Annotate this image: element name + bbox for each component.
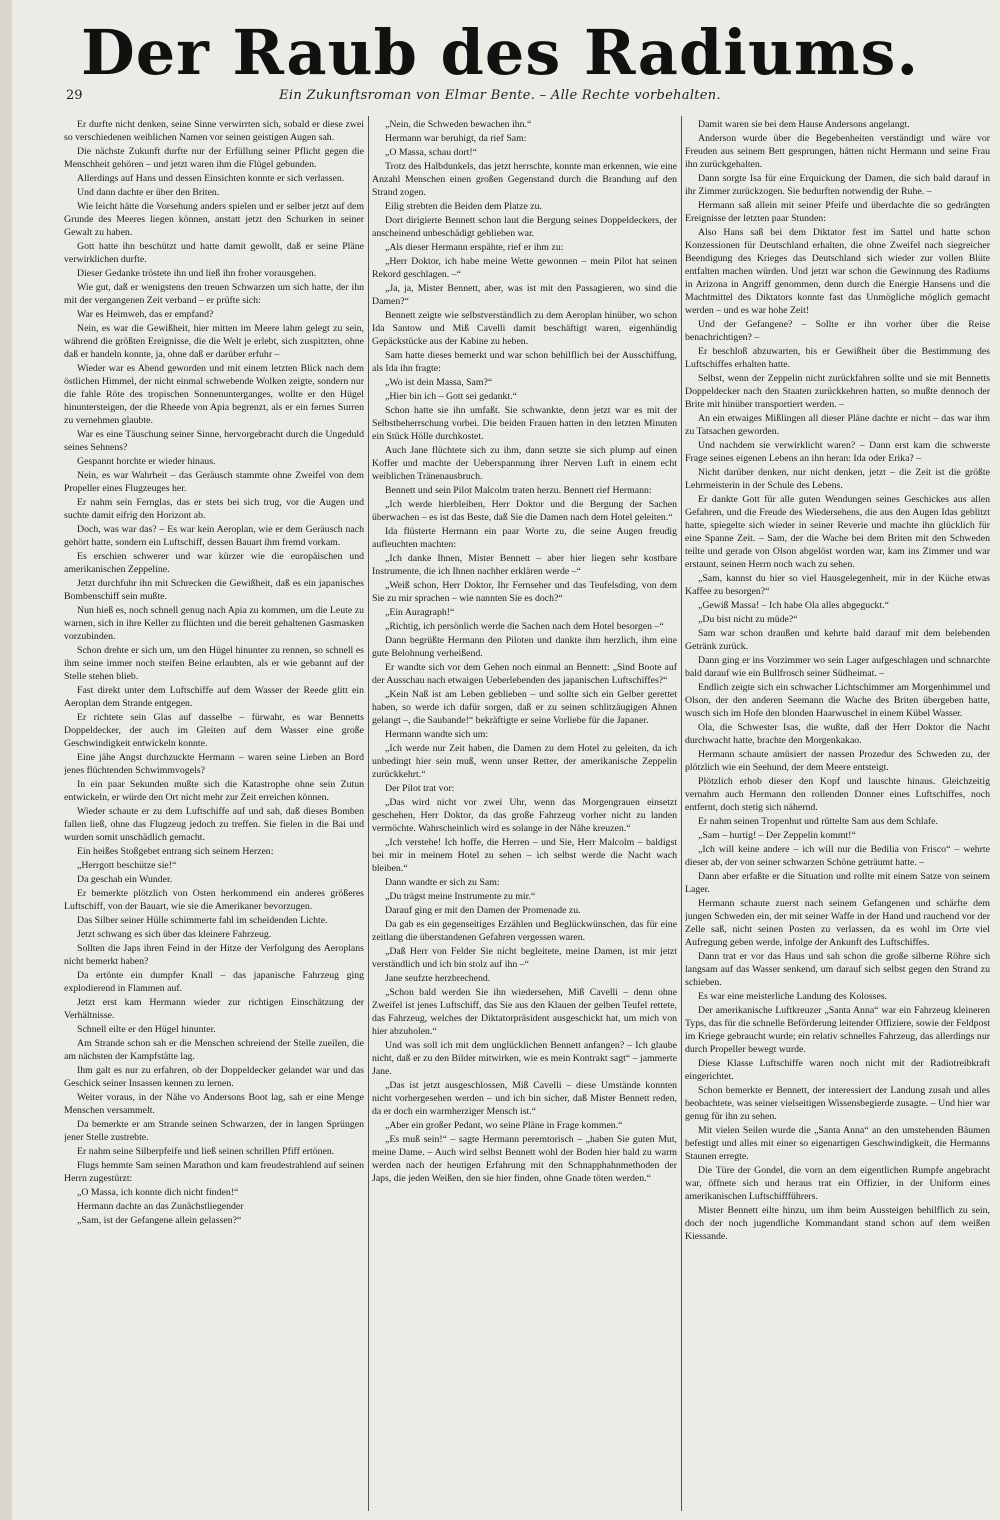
paragraph: Ein heißes Stoßgebet entrang sich seinem Herzen: bbox=[77, 846, 274, 857]
paragraph: „Ja, ja, Mister Bennett, aber, was ist mit den Passagieren, wo sind die Damen?“ bbox=[372, 283, 677, 307]
paragraph: Damit waren sie bei dem Hause Andersons angelangt. bbox=[698, 119, 910, 130]
paragraph: Dort dirigierte Bennett schon laut die Bergung seines Doppeldeckers, der anscheinend unbeschädigt geblieben war. bbox=[372, 215, 677, 239]
paragraph: Nicht darüber denken, nur nicht denken, jetzt – die Zeit ist die größte Lehrmeisterin in der Schule des Lebens. bbox=[685, 467, 990, 491]
paragraph: Hermann wandte sich um: bbox=[385, 729, 489, 740]
paragraph: „O Massa, ich konnte dich nicht finden!“ bbox=[77, 1187, 239, 1198]
paragraph: „Gewiß Massa! – Ich habe Ola alles abgeguckt.“ bbox=[698, 600, 889, 611]
paragraph: Nein, es war Wahrheit – das Geräusch stammte ohne Zweifel von dem Propeller eines Flugzeuges her. bbox=[64, 470, 364, 494]
paragraph: Jane seufzte herzbrechend. bbox=[385, 973, 491, 984]
text-column-3 bbox=[685, 118, 990, 1513]
paragraph: Dann sorgte Isa für eine Erquickung der Damen, die sich bald darauf in ihr Zimmer zurückzogen. Sie bedurften notwendig der Ruhe. – bbox=[685, 173, 990, 197]
paragraph: Hermann dachte an das Zunächstliegender bbox=[77, 1201, 244, 1212]
paragraph: „Das wird nicht vor zwei Uhr, wenn das Morgengrauen einsetzt geschehen, Herr Doktor, da das große Fahrzeug vorher nicht zu landen vermöchte. Wahrscheinlich wird es solange in der Nähe kreuzen.“ bbox=[372, 797, 677, 834]
paragraph: Plötzlich erhob dieser den Kopf und lauschte hinaus. Gleichzeitig vernahm auch Hermann den rollenden Donner eines Luftschiffes, noch entfernt, doch stetig sich nähernd. bbox=[685, 776, 990, 813]
paragraph: Am Strande schon sah er die Menschen schreiend der Stelle zueilen, die am nächsten der Kampfstätte lag. bbox=[64, 1038, 364, 1062]
paragraph: Es erschien schwerer und war kürzer wie die europäischen und amerikanischen Zeppeline. bbox=[64, 551, 364, 575]
paragraph: Der Pilot trat vor: bbox=[385, 783, 455, 794]
paragraph: Diese Klasse Luftschiffe waren noch nicht mit der Radiotreibkraft eingerichtet. bbox=[685, 1058, 990, 1082]
paragraph: „Herr Doktor, ich habe meine Wette gewonnen – mein Pilot hat seinen Rekord geschlagen. –“ bbox=[372, 256, 677, 280]
paragraph: „Hier bin ich – Gott sei gedankt.“ bbox=[385, 391, 517, 402]
paragraph: Jetzt erst kam Hermann wieder zur richtigen Einschätzung der Verhältnisse. bbox=[64, 997, 364, 1021]
paragraph: Wie gut, daß er wenigstens den treuen Schwarzen um sich hatte, der ihn mit der vergangenen Zeit verband – er prüfte sich: bbox=[64, 282, 364, 306]
paragraph: „Ein Auragraph!“ bbox=[385, 607, 455, 618]
paragraph: „Ich werde nur Zeit haben, die Damen zu dem Hotel zu geleiten, da ich unbedingt hier sein muß, wenn unser Retter, der amerikanische Zeppelin zurückkehrt.“ bbox=[372, 743, 677, 780]
paragraph: Nein, es war die Gewißheit, hier mitten im Meere lahm gelegt zu sein, während die größten Ereignisse, die die Welt je erlebt, sich zuspitzten, ohne daß er handeln konnte, ja, ohne daß er darüber erfuhr – bbox=[64, 323, 364, 360]
paragraph: Er nahm seine Silberpfeife und ließ seinen schrillen Pfiff ertönen. bbox=[77, 1146, 335, 1157]
paragraph: Sollten die Japs ihren Feind in der Hitze der Verfolgung des Aeroplans nicht bemerkt haben? bbox=[64, 943, 364, 967]
paragraph: Wieder war es Abend geworden und mit einem letzten Blick nach dem östlichen Himmel, der nicht einmal schwebende Wolken zeigte, sondern nur die fahle Röte des tropischen Sonnenunterganges, wollte er den Hügel hinuntersteigen, der die Rheede von Apia begrenzt, als er ein fernes Surren zu vernehmen glaubte. bbox=[64, 363, 364, 426]
paragraph: Es war eine meisterliche Landung des Kolosses. bbox=[698, 991, 888, 1002]
paragraph: Trotz des Halbdunkels, das jetzt herrschte, konnte man erkennen, wie eine Anzahl Menschen einen großen Gegenstand durch die Brandung auf den Strand zogen. bbox=[372, 161, 677, 198]
paragraph: Die Türe der Gondel, die vorn an dem eigentlichen Rumpfe angebracht war, öffnete sich und heraus trat ein Offizier, in der Uniform eines amerikanischen Luftschiffführers. bbox=[685, 1165, 990, 1202]
paragraph: „Herrgott beschütze sie!“ bbox=[77, 860, 177, 871]
paragraph: Endlich zeigte sich ein schwacher Lichtschimmer am Morgenhimmel und Olson, der den anderen Seemann die Wache des Briten übergeben hatte, wusch sich im Hofe den blonden Haarwuschel in einem Kübel Wasser. bbox=[685, 682, 990, 719]
paragraph: An ein etwaiges Mißlingen all dieser Pläne dachte er nicht – das war ihm zu Tatsachen geworden. bbox=[685, 413, 990, 437]
paragraph: Auch Jane flüchtete sich zu ihm, dann setzte sie sich plump auf einen Koffer und machte der Ueberspannung ihrer Nerven Luft in einem echt weiblichen Tränenausbruch. bbox=[372, 445, 677, 482]
paragraph: Doch, was war das? – Es war kein Aeroplan, wie er dem Geräusch nach gehört hatte, sondern ein Luftschiff, dessen Bauart ihm fremd vorkam. bbox=[64, 524, 364, 548]
paragraph: Dann wandte er sich zu Sam: bbox=[385, 877, 500, 888]
paragraph: „Du bist nicht zu müde?“ bbox=[698, 614, 798, 625]
paragraph: Das Silber seiner Hülle schimmerte fahl im scheidenden Lichte. bbox=[77, 915, 328, 926]
paragraph: Sam hatte dieses bemerkt und war schon behilflich bei der Ausschiffung, als Ida ihn fragte: bbox=[372, 350, 677, 374]
paragraph: Nun hieß es, noch schnell genug nach Apia zu kommen, um die Leute zu warnen, sich in ihre Keller zu flüchten und die bereit gehaltenen Gasmasken vorzubinden. bbox=[64, 605, 364, 642]
paragraph: „Als dieser Hermann erspähte, rief er ihm zu: bbox=[385, 242, 564, 253]
paragraph: Bennett und sein Pilot Malcolm traten herzu. Bennett rief Hermann: bbox=[385, 485, 652, 496]
paragraph: Hermann schaute amüsiert der nassen Prozedur des Schweden zu, der plötzlich wie ein Seehund, der dem Meere entsteigt. bbox=[685, 749, 990, 773]
paragraph: Weiter voraus, in der Nähe vo Andersons Boot lag, sah er eine Menge Menschen versammelt. bbox=[64, 1092, 364, 1116]
paragraph: Anderson wurde über die Begebenheiten verständigt und wäre vor Freuden aus seinem Bett gesprungen, hätten nicht Hermann und seine Frau ihn zurückgehalten. bbox=[685, 133, 990, 170]
page-title: Der Raub des Radiums. bbox=[80, 16, 920, 89]
paragraph: Er nahm seinen Tropenhut und rüttelte Sam aus dem Schlafe. bbox=[698, 816, 938, 827]
paragraph: Bennett zeigte wie selbstverständlich zu dem Aeroplan hinüber, wo schon Ida Santow und Miß Cavelli damit beschäftigt waren, eigenhändig Gepäckstücke aus der Kabine zu heben. bbox=[372, 310, 677, 347]
paragraph: Gespannt horchte er wieder hinaus. bbox=[77, 456, 216, 467]
paragraph: Und dann dachte er über den Briten. bbox=[77, 187, 220, 198]
paragraph: Fast direkt unter dem Luftschiffe auf dem Wasser der Reede glitt ein Aeroplan dem Strande entgegen. bbox=[64, 685, 364, 709]
paragraph: „Weiß schon, Herr Doktor, Ihr Fernseher und das Teufelsding, von dem Sie zu mir sprachen – wie nannten Sie es doch?“ bbox=[372, 580, 677, 604]
page-number: 29 bbox=[66, 88, 83, 103]
text-column-1 bbox=[64, 118, 364, 1513]
paragraph: „Nein, die Schweden bewachen ihn.“ bbox=[385, 119, 532, 130]
paragraph: „Es muß sein!“ – sagte Hermann peremtorisch – „haben Sie guten Mut, meine Dame. – Auch wird selbst Bennett wohl der Boden hier bald zu warm werden nach der heutigen Erfahrung mit den Schnapphahnmethoden der Japs, die jeden Weißen, den sie hier finden, ohne Gnade töten werden.“ bbox=[372, 1134, 677, 1184]
paragraph: Gott hatte ihn beschützt und hatte damit gewollt, daß er seine Pläne verwirklichen durfte. bbox=[64, 241, 364, 265]
paragraph: „Sam – hurtig! – Der Zeppelin kommt!“ bbox=[698, 830, 856, 841]
paragraph: Also Hans saß bei dem Diktator fest im Sattel und hatte schon Konzessionen für Deutschland erhalten, die ohne Zweifel nach siegreicher Beendigung des Krieges das Deutschland sich wieder zur vollen Blüte entfalten machen würden. Und jetzt war schon die Gewinnung des Radiums in Arizona in Angriff genommen, denn durch die Energie Hansens und die Machtmittel des Diktators konnte fast das Unmögliche möglich gemacht werden – und es war hohe Zeit! bbox=[685, 227, 990, 316]
paragraph: „Das ist jetzt ausgeschlossen, Miß Cavelli – diese Umstände konnten nicht vorhergesehen werden – und ich bin sicher, daß Mister Bennett reden, da er doch ein warmherziger Mensch ist.“ bbox=[372, 1080, 677, 1117]
paragraph: Dann aber erfaßte er die Situation und rollte mit einem Satze von seinem Lager. bbox=[685, 871, 990, 895]
paragraph: „Kein Naß ist am Leben geblieben – und sollte sich ein Gelber gerettet haben, so werde ich dafür sorgen, daß er zu seinen schlitzäugigen Ahnen gelangt –, die Saubande!“ bekräftigte er seine Vorliebe für die Japaner. bbox=[372, 689, 677, 726]
paragraph: Da ertönte ein dumpfer Knall – das japanische Fahrzeug ging explodierend in Flammen auf. bbox=[64, 970, 364, 994]
paragraph: „Sam, kannst du hier so viel Hausgelegenheit, mir in der Küche etwas Kaffee zu besorgen?“ bbox=[685, 573, 990, 597]
paragraph: Selbst, wenn der Zeppelin nicht zurückfahren sollte und sie mit Bennetts Doppeldecker nach den Staaten zurückkehren hatten, so mußte dennoch der Brite mit hinüber transportiert werden. – bbox=[685, 373, 990, 410]
paragraph: Schon bemerkte er Bennett, der interessiert der Landung zusah und alles beobachtete, was seiner vielseitigen Wissensbegierde zusagte. – Und hier war genug für ihn zu sehen. bbox=[685, 1085, 990, 1122]
paragraph: Der amerikanische Luftkreuzer „Santa Anna“ war ein Fahrzeug kleineren Typs, das für die schnelle Beförderung leitender Offiziere, sowie der Feldpost im Kriege gebraucht wurde; ein relativ schnelles Fahrzeug, das allerdings nur durch Propeller bewegt wurde. bbox=[685, 1005, 990, 1055]
paragraph: Da geschah ein Wunder. bbox=[77, 874, 173, 885]
paragraph: „Schon bald werden Sie ihn wiedersehen, Miß Cavelli – denn ohne Zweifel ist jenes Luftschiff, das Sie aus den Klauen der gelben Teufel rettete, das Fahrzeug, welches der Diktatorpräsident ausgeschickt hat, um mich von hier abzuholen.“ bbox=[372, 987, 677, 1037]
page-edge bbox=[0, 0, 12, 1520]
paragraph: „Sam, ist der Gefangene allein gelassen?“ bbox=[77, 1215, 242, 1226]
paragraph: Dieser Gedanke tröstete ihn und ließ ihn froher vorausgehen. bbox=[77, 268, 317, 279]
paragraph: „Du trägst meine Instrumente zu mir.“ bbox=[385, 891, 536, 902]
paragraph: Die nächste Zukunft durfte nur der Erfüllung seiner Pflicht gegen die Menschheit gehören – und jetzt waren ihm die Flügel gebunden. bbox=[64, 146, 364, 170]
paragraph: Er dankte Gott für alle guten Wendungen seines Geschickes aus allen Gefahren, und die Freude des Wiedersehens, die aus den Augen Idas geblitzt hatte, spiegelte sich wieder in seiner Reverie und machte ihn glücklich für eine Spanne Zeit. – Sam, der die Wache bei dem Briten mit den Schweden teilte und gerade von Olson abgelöst worden war, kam ins Zimmer und war erstaunt, seinen Herrn noch wach zu sehen. bbox=[685, 494, 990, 570]
paragraph: „Aber ein großer Pedant, wo seine Pläne in Frage kommen.“ bbox=[385, 1120, 623, 1131]
paragraph: Wieder schaute er zu dem Luftschiffe auf und sah, daß dieses Bomben fallen ließ, ohne das Flugzeug jedoch zu treffen. Sie fielen in die Bai und wurden somit unschädlich gemacht. bbox=[64, 806, 364, 843]
paragraph: Da bemerkte er am Strande seinen Schwarzen, der in langen Sprüngen jener Stelle zustrebte. bbox=[64, 1119, 364, 1143]
paragraph: In ein paar Sekunden mußte sich die Katastrophe ohne sein Zutun entwickeln, er würde den Ort nicht mehr zur Zeit erreichen können. bbox=[64, 779, 364, 803]
paragraph: Allerdings auf Hans und dessen Einsichten konnte er sich verlassen. bbox=[77, 173, 345, 184]
paragraph: Jetzt schwang es sich über das kleinere Fahrzeug. bbox=[77, 929, 272, 940]
paragraph: Hermann saß allein mit seiner Pfeife und überdachte die so gedrängten Ereignisse der letzten paar Stunden: bbox=[685, 200, 990, 224]
paragraph: Und was soll ich mit dem unglücklichen Bennett anfangen? – Ich glaube nicht, daß er zu den Bilder mitwirken, wie es mein Kontrakt sagt“ – jammerte Jane. bbox=[372, 1040, 677, 1077]
paragraph: „Wo ist dein Massa, Sam?“ bbox=[385, 377, 493, 388]
paragraph: „Daß Herr von Felder Sie nicht begleitete, meine Damen, ist mir jetzt verständlich und ich bin stolz auf ihn –“ bbox=[372, 946, 677, 970]
paragraph: War es eine Täuschung seiner Sinne, hervorgebracht durch die Ungeduld seines Sehnens? bbox=[64, 429, 364, 453]
paragraph: „Richtig, ich persönlich werde die Sachen nach dem Hotel besorgen –“ bbox=[385, 621, 664, 632]
paragraph: Mit vielen Seilen wurde die „Santa Anna“ an den umstehenden Bäumen befestigt und alles mit einer so eigenartigen Geschwindigkeit, die Hermanns Staunen erregte. bbox=[685, 1125, 990, 1162]
paragraph: Dann begrüßte Hermann den Piloten und dankte ihm herzlich, ihm eine gute Belohnung verheißend. bbox=[372, 635, 677, 659]
paragraph: Und der Gefangene? – Sollte er ihn vorher über die Reise benachrichtigen? – bbox=[685, 319, 990, 343]
paragraph: Jetzt durchfuhr ihn mit Schrecken die Gewißheit, daß es ein japanisches Bombenschiff sein mußte. bbox=[64, 578, 364, 602]
paragraph: Dann ging er ins Vorzimmer wo sein Lager aufgeschlagen und schnarchte bald darauf wie ein Bullfrosch seiner Südheimat. – bbox=[685, 655, 990, 679]
page-subtitle: Ein Zukunftsroman von Elmar Bente. – Alle Rechte vorbehalten. bbox=[279, 88, 721, 103]
paragraph: Er durfte nicht denken, seine Sinne verwirrten sich, sobald er diese zwei so verschiedenen weiblichen Namen vor seinen geistigen Augen sah. bbox=[64, 119, 364, 143]
paragraph: „Ich verstehe! Ich hoffe, die Herren – und Sie, Herr Malcolm – baldigst bei mir in meinem Hotel zu sehen – ich selbst werde die Nacht wach bleiben.“ bbox=[372, 837, 677, 874]
paragraph: Er beschloß abzuwarten, bis er Gewißheit über die Bestimmung des Luftschiffes erhalten hatte. bbox=[685, 346, 990, 370]
paragraph: Hermann schaute zuerst nach seinem Gefangenen und schärfte dem jungen Schweden ein, der mit seiner Waffe in der Hand und rauchend vor der Zelle saß, nicht seinen Posten zu verlassen, da es wohl im Orte viel Aufregung geben werde, infolge der Ankunft des Luftschiffes. bbox=[685, 898, 990, 948]
paragraph: Wie leicht hätte die Vorsehung anders spielen und er selber jetzt auf dem Grunde des Meeres liegen können, anstatt jetzt den Schurken in seiner Gewalt zu haben. bbox=[64, 201, 364, 238]
paragraph: Da gab es ein gegenseitiges Erzählen und Beglückwünschen, das für eine zeitlang die überstandenen Gefahren vergessen waren. bbox=[372, 919, 677, 943]
paragraph: Flugs hemmte Sam seinen Marathon und kam freudestrahlend auf seinen Herrn zugestürzt: bbox=[64, 1160, 364, 1184]
paragraph: Er bemerkte plötzlich von Osten herkommend ein anderes größeres Luftschiff, von der Bauart, wie sie die Amerikaner bevorzugen. bbox=[64, 888, 364, 912]
paragraph: Er wandte sich vor dem Gehen noch einmal an Bennett: „Sind Boote auf der Ausschau nach etwaigen Ueberlebenden des japanischen Luftschiffes?“ bbox=[372, 662, 677, 686]
paragraph: Dann trat er vor das Haus und sah schon die große silberne Röhre sich langsam auf das Wasser senkend, um darauf sich selbst gegen den Strand zu schieben. bbox=[685, 951, 990, 988]
column-divider bbox=[368, 116, 369, 1511]
paragraph: Ida flüsterte Hermann ein paar Worte zu, die seine Augen freudig aufleuchten machten: bbox=[372, 526, 677, 550]
paragraph: Mister Bennett eilte hinzu, um ihm beim Aussteigen behilflich zu sein, doch der noch jugendliche Kommandant stand schon auf dem weißen Kiessande. bbox=[685, 1205, 990, 1242]
paragraph: Er nahm sein Fernglas, das er stets bei sich trug, vor die Augen und suchte damit eifrig den Horizont ab. bbox=[64, 497, 364, 521]
paragraph: Schon drehte er sich um, um den Hügel hinunter zu rennen, so schnell es ihm seine immer noch steifen Beine erlaubten, als er wie gebannt auf der Stelle stehen blieb. bbox=[64, 645, 364, 682]
paragraph: Er richtete sein Glas auf dasselbe – fürwahr, es war Bennetts Doppeldecker, der auch im Gleiten auf dem Wasser eine große Geschwindigkeit entwickeln konnte. bbox=[64, 712, 364, 749]
paragraph: Ihm galt es nur zu erfahren, ob der Doppeldecker gelandet war und das Geschick seiner Insassen kennen zu lernen. bbox=[64, 1065, 364, 1089]
paragraph: Und nachdem sie verwirklicht waren? – Dann erst kam die schwerste Frage seines eigenen Lebens an ihn heran: Ida oder Erika? – bbox=[685, 440, 990, 464]
paragraph: „Ich werde hierbleiben, Herr Doktor und die Bergung der Sachen überwachen – es ist das Beste, daß Sie die Damen nach dem Hotel geleiten.“ bbox=[372, 499, 677, 523]
text-column-2 bbox=[372, 118, 677, 1513]
paragraph: Hermann war beruhigt, da rief Sam: bbox=[385, 133, 527, 144]
paragraph: Schon hatte sie ihn umfaßt. Sie schwankte, denn jetzt war es mit der Selbstbeherrschung vorbei. Die beiden Frauen hatten in den letzten Minuten ein Stück Hölle durchkostet. bbox=[372, 405, 677, 442]
paragraph: Sam war schon draußen und kehrte bald darauf mit dem belebenden Getränk zurück. bbox=[685, 628, 990, 652]
column-divider bbox=[681, 116, 682, 1511]
paragraph: Darauf ging er mit den Damen der Promenade zu. bbox=[385, 905, 581, 916]
paragraph: War es Heimweh, das er empfand? bbox=[77, 309, 214, 320]
paragraph: Ola, die Schwester Isas, die wußte, daß der Herr Doktor die Nacht durchwacht hatte, brachte den Morgenkakao. bbox=[685, 722, 990, 746]
paragraph: Schnell eilte er den Hügel hinunter. bbox=[77, 1024, 216, 1035]
paragraph: Eilig strebten die Beiden dem Platze zu. bbox=[385, 201, 542, 212]
paragraph: „Ich danke Ihnen, Mister Bennett – aber hier liegen sehr kostbare Instrumente, die ich Ihnen nachher erklären werde –“ bbox=[372, 553, 677, 577]
paragraph: Eine jähe Angst durchzuckte Hermann – waren seine Lieben an Bord jenes flüchtenden Schwimmvogels? bbox=[64, 752, 364, 776]
paragraph: „O Massa, schau dort!“ bbox=[385, 147, 477, 158]
paragraph: „Ich will keine andere – ich will nur die Bedilia von Frisco“ – wehrte dieser ab, der von seiner schwarzen Schöne geträumt hatte. – bbox=[685, 844, 990, 868]
